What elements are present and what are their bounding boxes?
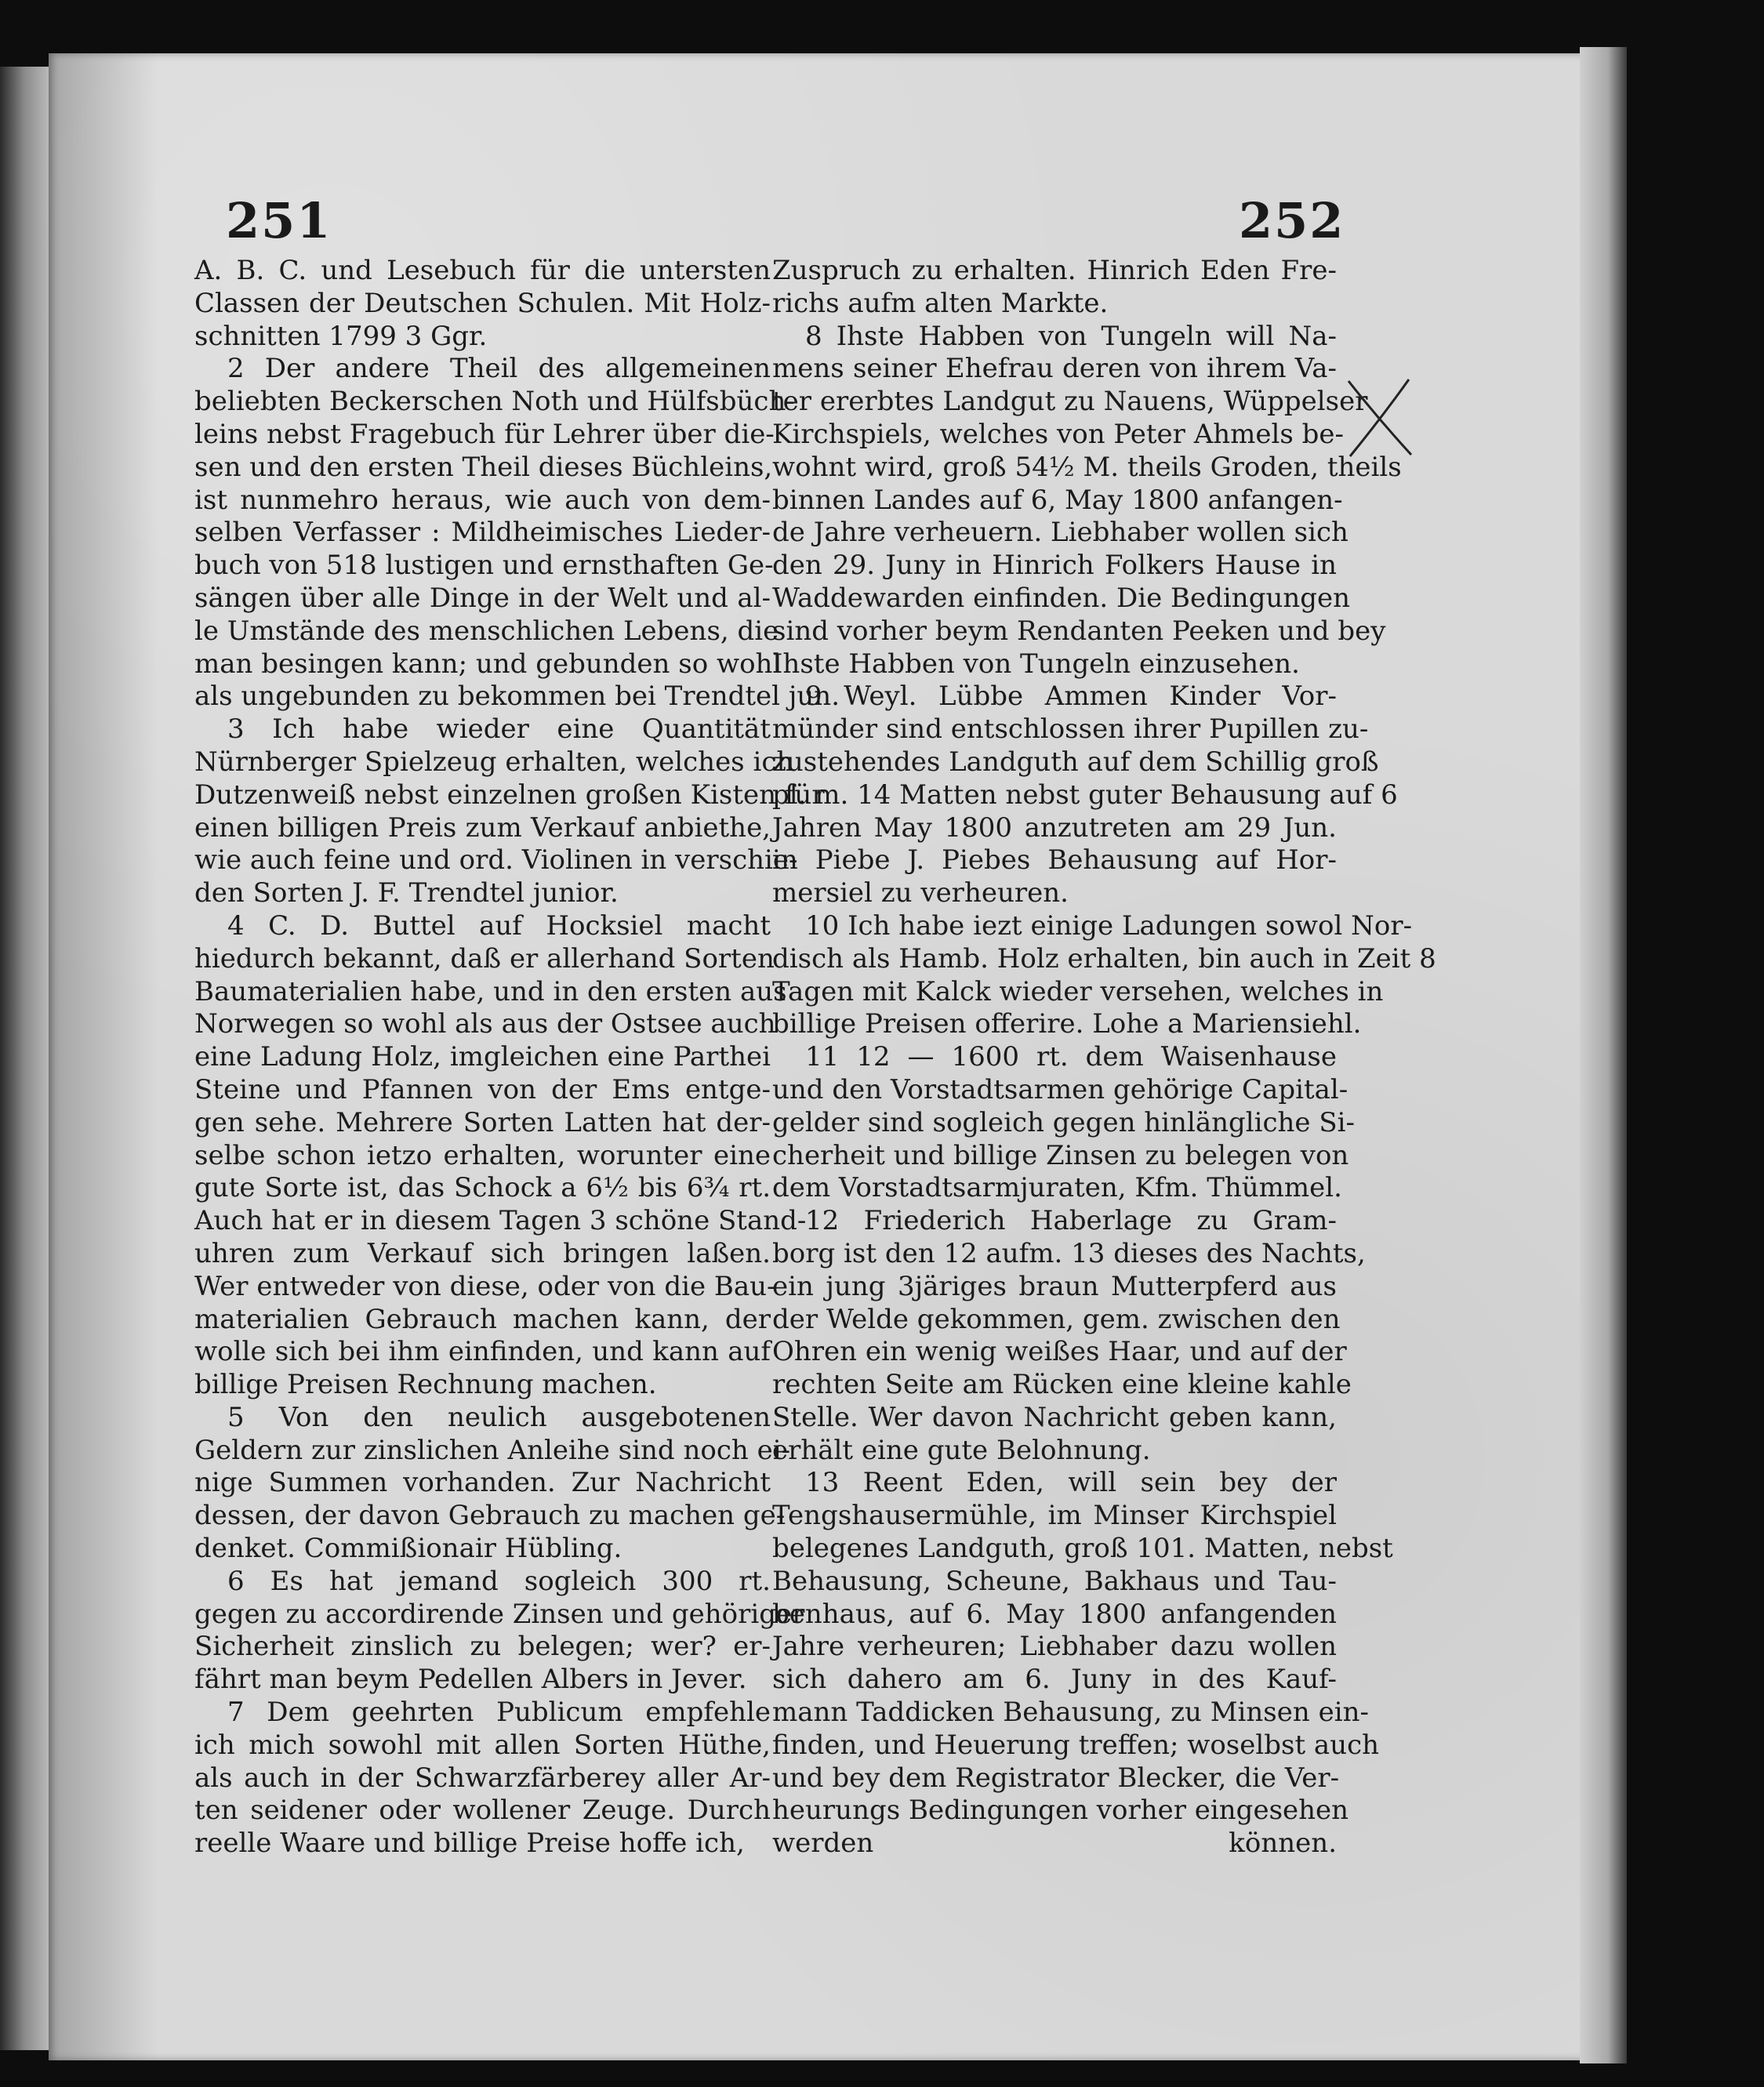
right-column-line: den 29. Juny in Hinrich Folkers Hause in <box>772 550 1337 582</box>
left-column-line: 4 C. D. Buttel auf Hocksiel macht <box>227 909 771 942</box>
right-column-line: der Welde gekommen, gem. zwischen den <box>772 1303 1341 1335</box>
left-column-line: gen sehe. Mehrere Sorten Latten hat der- <box>194 1106 771 1138</box>
right-column-line: Ohren ein wenig weißes Haar, und auf der <box>772 1336 1347 1368</box>
left-column-line: nige Summen vorhanden. Zur Nachricht <box>194 1467 771 1499</box>
page-number-right: 252 <box>1239 192 1345 249</box>
left-column-line: denket. Commißionair Hübling. <box>194 1533 622 1565</box>
right-column-line: 12 Friederich Haberlage zu Gram- <box>805 1205 1337 1237</box>
left-column-line: dessen, der davon Gebrauch zu machen ge- <box>194 1500 786 1532</box>
left-column-line: man besingen kann; und gebunden so wohl <box>194 648 782 680</box>
right-column-line: heurungs Bedingungen vorher eingesehen <box>772 1795 1349 1827</box>
left-column-line: fährt man beym Pedellen Albers in Jever. <box>194 1664 747 1696</box>
right-column-line: dem Vorstadtsarmjuraten, Kfm. Thümmel. <box>772 1172 1342 1204</box>
right-column-line: binnen Landes auf 6, May 1800 anfangen- <box>772 484 1343 516</box>
left-column-line: sen und den ersten Theil dieses Büchleins, <box>194 451 773 483</box>
right-column-line: in Piebe J. Piebes Behausung auf Hor- <box>772 844 1337 877</box>
right-text-column <box>772 255 1436 1860</box>
right-column-line: ein jung 3järiges braun Mutterpferd aus <box>772 1270 1337 1302</box>
page-edge-right <box>1580 47 1627 2063</box>
right-column-line: benhaus, auf 6. May 1800 anfangenden <box>772 1598 1337 1630</box>
right-column-line: mersiel zu verheuren. <box>772 877 1069 909</box>
right-column-line: pl. m. 14 Matten nebst guter Behausung auf 6 <box>772 779 1398 811</box>
right-column-line: 9 Weyl. Lübbe Ammen Kinder Vor- <box>805 681 1337 713</box>
left-column-line: ten seidener oder wollener Zeuge. Durch <box>194 1795 771 1827</box>
left-column-line: gute Sorte ist, das Schock a 6½ bis 6¾ rt. <box>194 1172 771 1204</box>
page-number-left: 251 <box>226 192 332 249</box>
right-column-line: Jahre verheuren; Liebhaber dazu wollen <box>772 1631 1337 1663</box>
right-column-line: 10 Ich habe iezt einige Ladungen sowol Nor- <box>805 909 1413 942</box>
left-column-line: beliebten Beckerschen Noth und Hülfsbüch- <box>194 386 795 418</box>
left-column-line: Sicherheit zinslich zu belegen; wer? er- <box>194 1631 771 1663</box>
left-column-line: einen billigen Preis zum Verkauf anbiethe, <box>194 811 771 844</box>
left-column-line: billige Preisen Rechnung machen. <box>194 1369 657 1401</box>
right-column-line: Stelle. Wer davon Nachricht geben kann, <box>772 1401 1337 1433</box>
right-column-line: und bey dem Registrator Blecker, die Ver- <box>772 1762 1340 1794</box>
left-column-line: Classen der Deutschen Schulen. Mit Holz- <box>194 287 771 319</box>
left-column-line: wolle sich bei ihm einfinden, und kann auf <box>194 1336 771 1368</box>
left-column-line: gegen zu accordirende Zinsen und gehöriger <box>194 1598 805 1630</box>
right-column-line: Behausung, Scheune, Bakhaus und Tau- <box>772 1565 1337 1597</box>
left-column-line: 6 Es hat jemand sogleich 300 rt. <box>227 1565 771 1597</box>
right-column-line: wohnt wird, groß 54½ M. theils Groden, theils <box>772 451 1402 483</box>
right-column-line: gelder sind sogleich gegen hinlängliche Si- <box>772 1106 1356 1138</box>
left-column-line: leins nebst Fragebuch für Lehrer über die- <box>194 418 775 450</box>
right-column-line: de Jahre verheuern. Liebhaber wollen sich <box>772 517 1348 549</box>
left-column-line: wie auch feine und ord. Violinen in verschie- <box>194 844 798 877</box>
right-column-line: erhält eine gute Belohnung. <box>772 1434 1151 1466</box>
right-column-line: münder sind entschlossen ihrer Pupillen zu- <box>772 713 1369 746</box>
right-column-line: Waddewarden einfinden. Die Bedingungen <box>772 582 1351 614</box>
previous-page-edge <box>0 67 49 2050</box>
left-column-line: Dutzenweiß nebst einzelnen großen Kisten für <box>194 779 825 811</box>
gutter-shadow <box>49 53 158 2060</box>
left-column-line: hiedurch bekannt, daß er allerhand Sorten <box>194 942 775 975</box>
left-column-line: reelle Waare und billige Preise hoffe ich, <box>194 1827 745 1860</box>
left-column-line: als ungebunden zu bekommen bei Trendtel jun. <box>194 681 840 713</box>
left-column-line: den Sorten J. F. Trendtel junior. <box>194 877 619 909</box>
left-column-line: ich mich sowohl mit allen Sorten Hüthe, <box>194 1729 771 1761</box>
right-column-line: Jahren May 1800 anzutreten am 29 Jun. <box>772 811 1337 844</box>
left-column-line: selben Verfasser : Mildheimisches Lieder- <box>194 517 771 549</box>
right-column-line: mens seiner Ehefrau deren von ihrem Va- <box>772 353 1337 385</box>
left-column-line: ist nunmehro heraus, wie auch von dem- <box>194 484 771 516</box>
left-column-line: schnitten 1799 3 Ggr. <box>194 320 488 352</box>
left-column-line: Wer entweder von diese, oder von die Bau- <box>194 1270 776 1302</box>
left-text-column <box>194 255 840 1860</box>
left-column-line: materialien Gebrauch machen kann, der <box>194 1303 771 1335</box>
left-column-line: 3 Ich habe wieder eine Quantität <box>227 713 771 746</box>
left-column-line: le Umstände des menschlichen Lebens, die <box>194 615 779 647</box>
left-column-line: Auch hat er in diesem Tagen 3 schöne Stand- <box>194 1205 807 1237</box>
handwritten-x-mark <box>1342 375 1417 461</box>
right-column-line: richs aufm alten Markte. <box>772 287 1109 319</box>
left-column-line: 7 Dem geehrten Publicum empfehle <box>227 1697 771 1729</box>
right-column-line: cherheit und billige Zinsen zu belegen von <box>772 1139 1349 1171</box>
left-column-line: sängen über alle Dinge in der Welt und al- <box>194 582 771 614</box>
right-column-line: Tagen mit Kalck wieder versehen, welches in <box>772 975 1384 1007</box>
right-column-line: Kirchspiels, welches von Peter Ahmels be- <box>772 418 1345 450</box>
right-column-line: und den Vorstadtsarmen gehörige Capital- <box>772 1073 1348 1105</box>
left-column-line: selbe schon ietzo erhalten, worunter eine <box>194 1139 771 1171</box>
left-column-line: Steine und Pfannen von der Ems entge- <box>194 1073 771 1105</box>
right-column-line: 8 Ihste Habben von Tungeln will Na- <box>805 320 1337 352</box>
right-column-line: borg ist den 12 aufm. 13 dieses des Nachts, <box>772 1237 1366 1269</box>
right-column-line: zustehendes Landguth auf dem Schillig groß <box>772 746 1379 778</box>
left-column-line: 2 Der andere Theil des allgemeinen <box>227 353 771 385</box>
left-column-line: Baumaterialien habe, und in den ersten aus <box>194 975 787 1007</box>
right-column-line: finden, und Heuerung treffen; woselbst auch <box>772 1729 1380 1761</box>
left-column-line: als auch in der Schwarzfärberey aller Ar- <box>194 1762 771 1794</box>
right-column-line: ter ererbtes Landgut zu Nauens, Wüppelser <box>772 386 1368 418</box>
left-column-line: uhren zum Verkauf sich bringen laßen. <box>194 1237 771 1269</box>
left-column-line: eine Ladung Holz, imgleichen eine Parthei <box>194 1041 771 1073</box>
right-column-line: belegenes Landguth, groß 101. Matten, nebst <box>772 1533 1393 1565</box>
left-column-line: buch von 518 lustigen und ernsthaften Ge- <box>194 550 774 582</box>
right-column-line: Zuspruch zu erhalten. Hinrich Eden Fre- <box>772 255 1337 286</box>
right-column-line: mann Taddicken Behausung, zu Minsen ein- <box>772 1697 1369 1729</box>
right-column-line: sich dahero am 6. Juny in des Kauf- <box>772 1664 1337 1696</box>
right-column-line: 11 12 — 1600 rt. dem Waisenhause <box>805 1041 1337 1073</box>
right-column-line: rechten Seite am Rücken eine kleine kahle <box>772 1369 1352 1401</box>
left-column-line: A. B. C. und Lesebuch für die untersten <box>194 255 771 286</box>
right-column-line: disch als Hamb. Holz erhalten, bin auch in Zeit 8 <box>772 942 1436 975</box>
right-column-line: 13 Reent Eden, will sein bey der <box>805 1467 1337 1499</box>
right-column-line: sind vorher beym Rendanten Peeken und bey <box>772 615 1386 647</box>
right-column-line: billige Preisen offerire. Lohe a Mariensiehl. <box>772 1008 1362 1040</box>
right-column-line: Ihste Habben von Tungeln einzusehen. <box>772 648 1300 680</box>
left-column-line: 5 Von den neulich ausgebotenen <box>227 1401 771 1433</box>
right-column-line: werden können. <box>772 1827 1337 1860</box>
left-column-line: Geldern zur zinslichen Anleihe sind noch ei- <box>194 1434 791 1466</box>
right-column-line: Tengshausermühle, im Minser Kirchspiel <box>772 1500 1337 1532</box>
left-column-line: Nürnberger Spielzeug erhalten, welches ich <box>194 746 794 778</box>
left-column-line: Norwegen so wohl als aus der Ostsee auch <box>194 1008 776 1040</box>
